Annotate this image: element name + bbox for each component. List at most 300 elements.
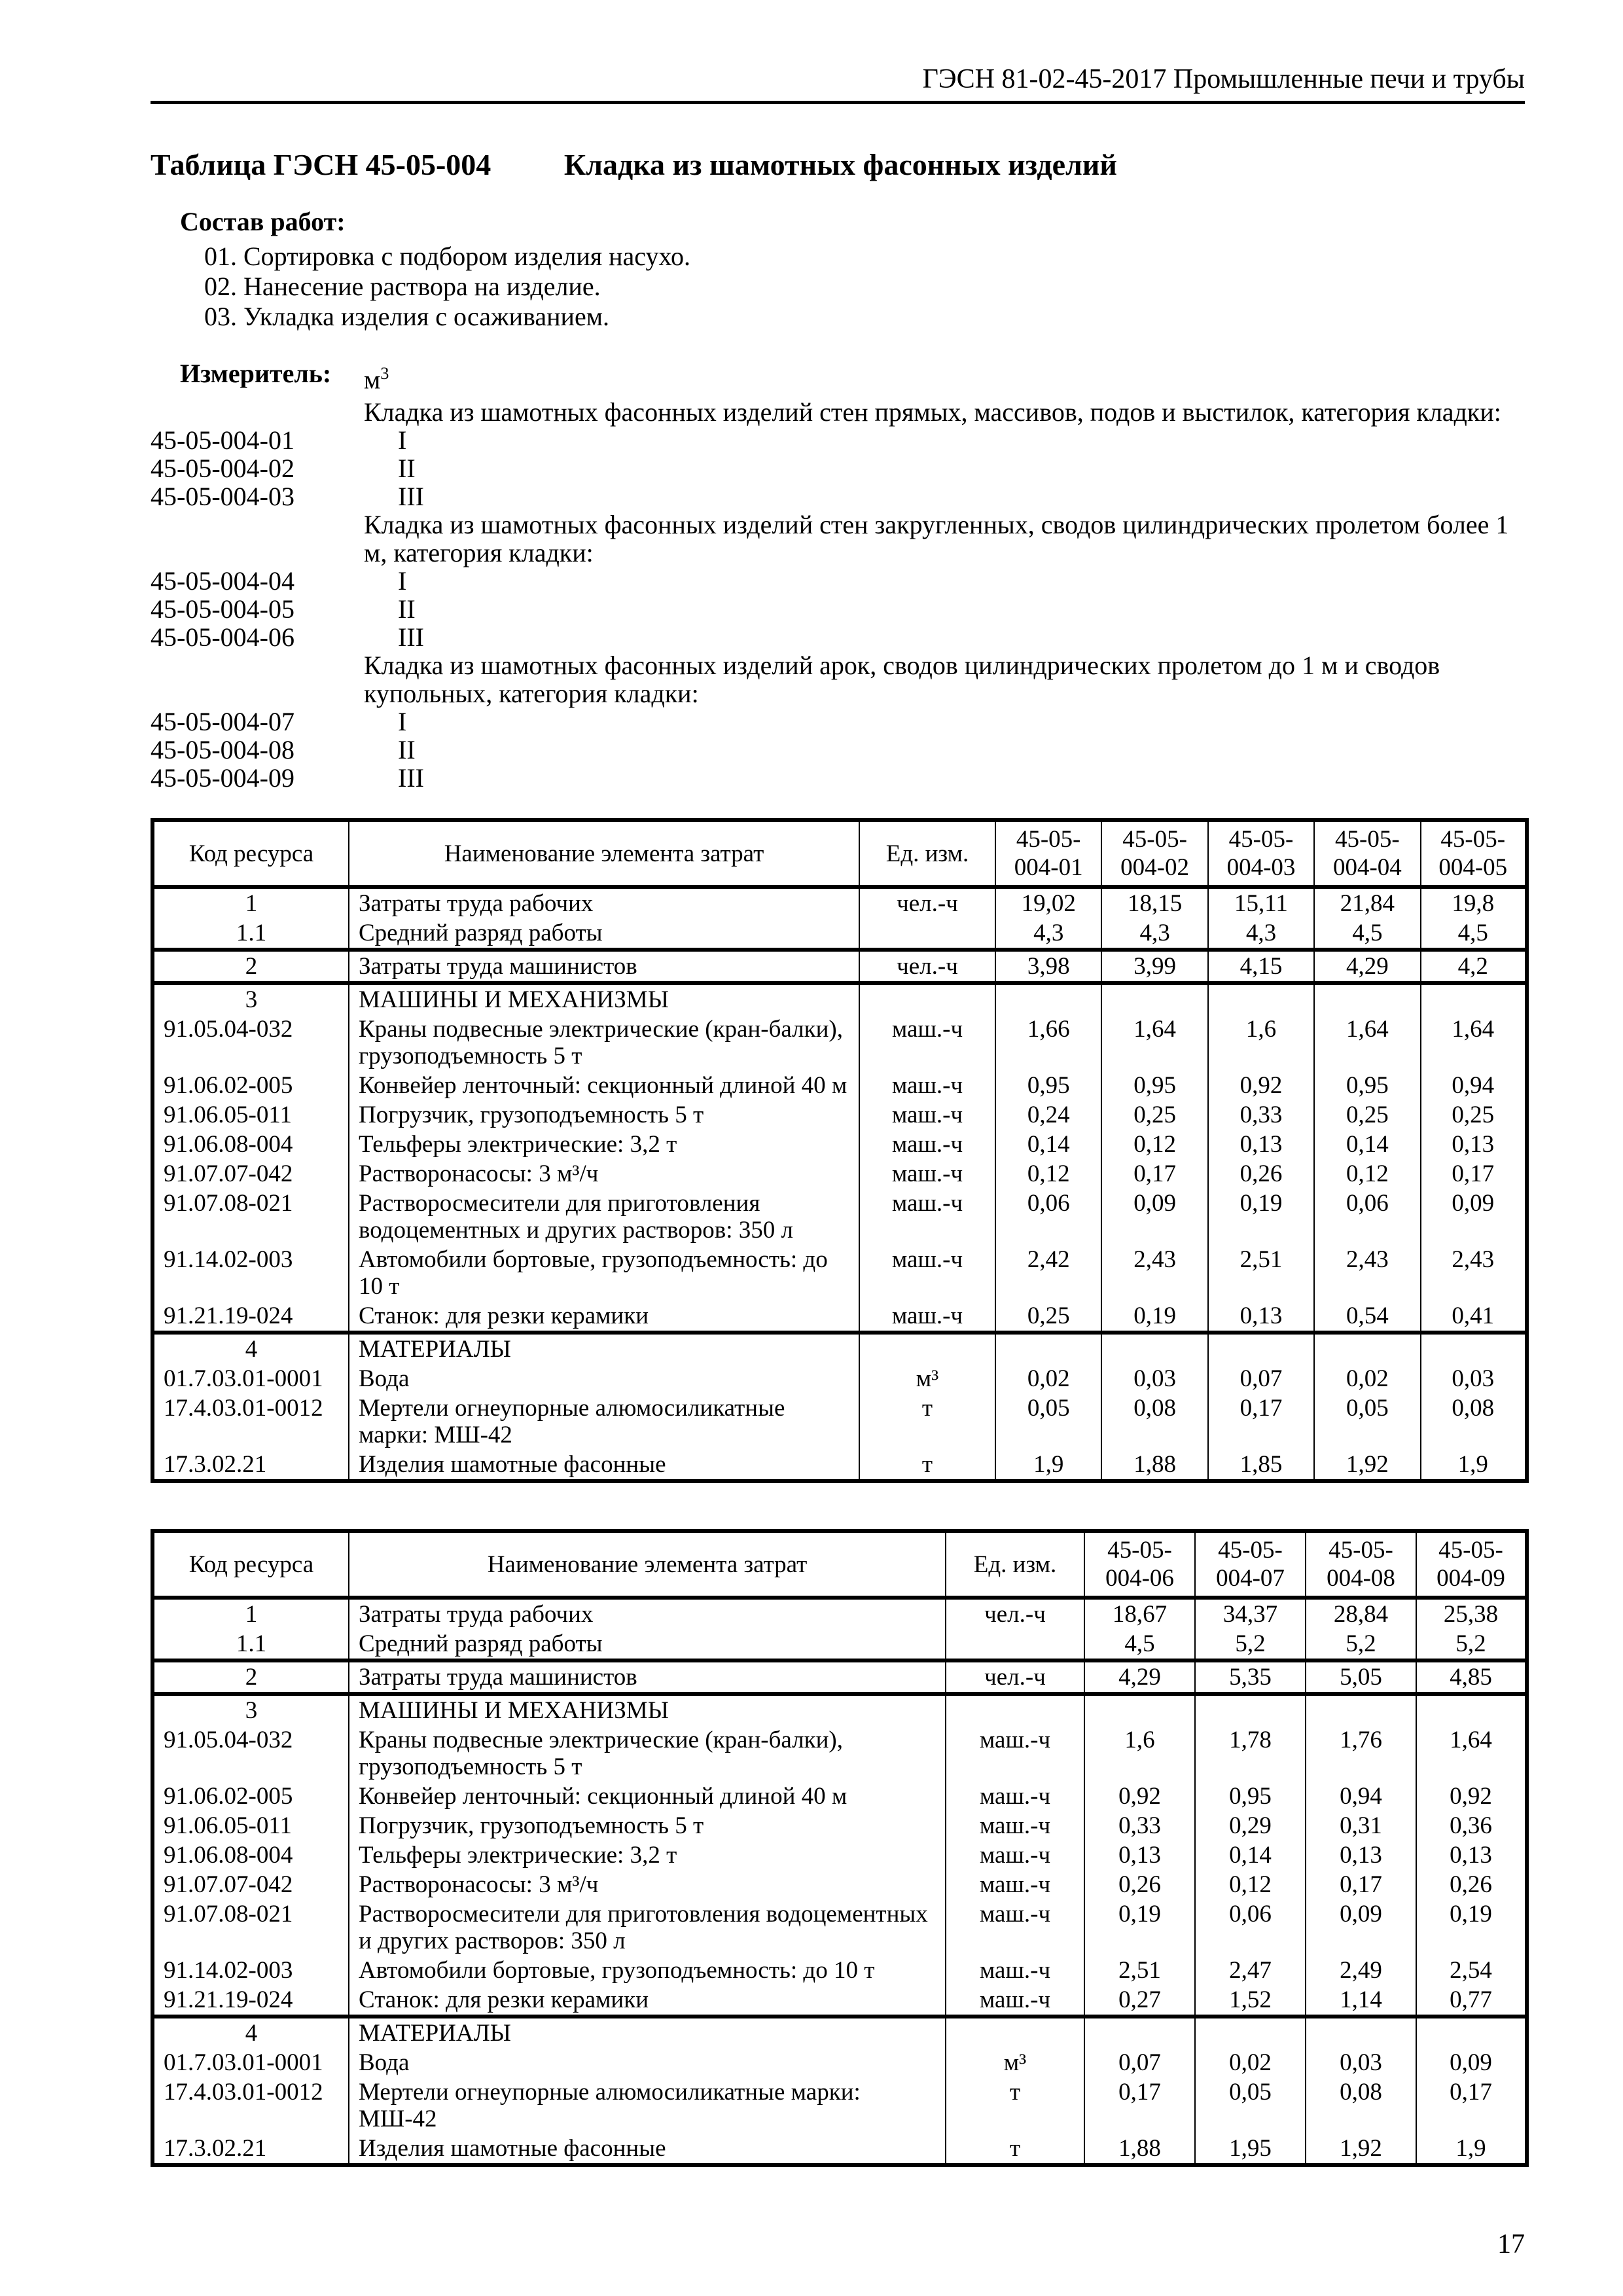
norm-code-line: 004-02 xyxy=(1120,854,1189,882)
cell-unit: маш.-ч xyxy=(946,1840,1084,1870)
cell-value: 0,17 xyxy=(1101,1159,1207,1189)
norm-row xyxy=(151,567,1525,595)
cell-value: 0,17 xyxy=(1421,1159,1527,1189)
table-body xyxy=(152,887,1527,1481)
cell-resource-code: 91.21.19-024 xyxy=(152,1301,349,1333)
cell-unit: маш.-ч xyxy=(859,1159,995,1189)
cell-unit: чел.-ч xyxy=(946,1598,1084,1629)
cell-value xyxy=(995,983,1101,1014)
cell-value xyxy=(1306,1694,1416,1725)
cell-value: 2,43 xyxy=(1101,1245,1207,1301)
table-body xyxy=(152,1598,1527,2165)
table-row xyxy=(152,1364,1527,1393)
cell-value: 19,8 xyxy=(1421,887,1527,918)
cell-value: 1,88 xyxy=(1084,2134,1195,2165)
cell-unit xyxy=(859,1333,995,1364)
norm-code-line: 45-05- xyxy=(1122,826,1187,853)
norm-code-line: 004-06 xyxy=(1105,1565,1174,1592)
cell-resource-code: 91.06.05-011 xyxy=(152,1811,349,1840)
table-header xyxy=(152,1531,1527,1598)
norm-code-line: 004-08 xyxy=(1327,1565,1395,1592)
cell-value: 0,08 xyxy=(1101,1393,1207,1450)
column-header-norm-code xyxy=(1084,1531,1195,1598)
cell-unit: маш.-ч xyxy=(946,1870,1084,1899)
table-row xyxy=(152,1870,1527,1899)
table-row xyxy=(152,1985,1527,2017)
cell-value: 25,38 xyxy=(1416,1598,1527,1629)
column-header-norm-code xyxy=(1416,1531,1527,1598)
cell-resource-code: 91.07.07-042 xyxy=(152,1159,349,1189)
cell-resource-code: 91.07.08-021 xyxy=(152,1899,349,1956)
cell-value: 1,9 xyxy=(995,1450,1101,1481)
cell-value: 0,02 xyxy=(1314,1364,1420,1393)
cell-resource-code: 17.4.03.01-0012 xyxy=(152,1393,349,1450)
cell-value: 0,12 xyxy=(995,1159,1101,1189)
cell-cost-element-name: Затраты труда рабочих xyxy=(349,1598,946,1629)
cell-value: 0,05 xyxy=(1314,1393,1420,1450)
cell-cost-element-name: Растворонасосы: 3 м³/ч xyxy=(349,1159,859,1189)
cell-value: 1,14 xyxy=(1306,1985,1416,2017)
measurer-unit-sup: 3 xyxy=(380,364,389,383)
page-title xyxy=(151,150,1525,180)
cell-value: 0,13 xyxy=(1421,1130,1527,1159)
column-header-unit: Ед. изм. xyxy=(946,1531,1084,1598)
cell-value: 5,05 xyxy=(1306,1660,1416,1694)
works-item: 03. Укладка изделия с осаживанием. xyxy=(204,302,610,331)
cell-value: 0,95 xyxy=(1314,1071,1420,1100)
cell-unit: чел.-ч xyxy=(946,1660,1084,1694)
cell-unit xyxy=(859,918,995,950)
norm-code: 45-05-004-07 xyxy=(151,707,294,737)
cell-cost-element-name: Станок: для резки керамики xyxy=(349,1985,946,2017)
cell-unit xyxy=(946,1629,1084,1660)
norm-code: 45-05-004-09 xyxy=(151,763,294,793)
norm-code-line: 45-05- xyxy=(1107,1537,1172,1564)
cell-value: 15,11 xyxy=(1208,887,1314,918)
column-header-norm-code xyxy=(1208,820,1314,887)
cell-value: 0,26 xyxy=(1416,1870,1527,1899)
cell-resource-code: 3 xyxy=(152,1694,349,1725)
table-number-label: Таблица ГЭСН 45-05-004 xyxy=(151,148,491,181)
norm-code: 45-05-004-03 xyxy=(151,482,294,512)
cell-value: 0,13 xyxy=(1306,1840,1416,1870)
norm-text: III xyxy=(398,763,424,793)
table-row xyxy=(152,918,1527,950)
norm-text: II xyxy=(398,594,416,624)
cell-cost-element-name: МАТЕРИАЛЫ xyxy=(349,2017,946,2048)
cell-cost-element-name: Вода xyxy=(349,2048,946,2077)
table-row xyxy=(152,2017,1527,2048)
cell-cost-element-name: Затраты труда машинистов xyxy=(349,1660,946,1694)
table-header xyxy=(152,820,1527,887)
cell-unit: маш.-ч xyxy=(946,1899,1084,1956)
cell-value: 3,99 xyxy=(1101,950,1207,983)
cell-value: 0,77 xyxy=(1416,1985,1527,2017)
norm-code-line: 004-07 xyxy=(1216,1565,1285,1592)
cell-unit: маш.-ч xyxy=(859,1014,995,1071)
column-header-norm-code xyxy=(1421,820,1527,887)
cell-value: 0,09 xyxy=(1416,2048,1527,2077)
table-row xyxy=(152,1393,1527,1450)
norm-text: III xyxy=(398,622,424,653)
cell-value: 4,5 xyxy=(1421,918,1527,950)
cell-value: 18,15 xyxy=(1101,887,1207,918)
resource-table-2 xyxy=(151,1529,1529,2167)
cell-value xyxy=(1416,2017,1527,2048)
cell-value: 1,85 xyxy=(1208,1450,1314,1481)
works-item: 02. Нанесение раствора на изделие. xyxy=(204,272,601,301)
cell-unit: м³ xyxy=(859,1364,995,1393)
cell-value: 0,17 xyxy=(1208,1393,1314,1450)
cell-value xyxy=(995,1333,1101,1364)
table-row xyxy=(152,1100,1527,1130)
cell-resource-code: 01.7.03.01-0001 xyxy=(152,2048,349,2077)
table-row xyxy=(152,1782,1527,1811)
cell-unit xyxy=(946,2017,1084,2048)
works-item: 01. Сортировка с подбором изделия насухо. xyxy=(204,242,690,271)
cell-value xyxy=(1195,2017,1306,2048)
cell-unit: маш.-ч xyxy=(859,1100,995,1130)
table-row xyxy=(152,1725,1527,1782)
norm-row xyxy=(151,595,1525,623)
table-row xyxy=(152,1189,1527,1245)
cell-value: 1,92 xyxy=(1314,1450,1420,1481)
cell-resource-code: 91.06.05-011 xyxy=(152,1100,349,1130)
cell-value: 0,14 xyxy=(995,1130,1101,1159)
cell-value: 0,08 xyxy=(1306,2077,1416,2134)
norm-code: 45-05-004-02 xyxy=(151,454,294,484)
cell-value: 0,12 xyxy=(1101,1130,1207,1159)
cell-resource-code: 17.3.02.21 xyxy=(152,1450,349,1481)
cell-resource-code: 1.1 xyxy=(152,1629,349,1660)
norm-code-list xyxy=(151,398,1525,792)
cell-cost-element-name: МАШИНЫ И МЕХАНИЗМЫ xyxy=(349,1694,946,1725)
cell-value: 2,43 xyxy=(1314,1245,1420,1301)
cell-value: 0,03 xyxy=(1306,2048,1416,2077)
measurer-unit xyxy=(364,358,389,395)
table-name-label: Кладка из шамотных фасонных изделий xyxy=(563,148,1117,181)
cell-cost-element-name: Тельферы электрические: 3,2 т xyxy=(349,1130,859,1159)
cell-value: 4,2 xyxy=(1421,950,1527,983)
table-row xyxy=(152,1301,1527,1333)
cell-value: 2,43 xyxy=(1421,1245,1527,1301)
cell-value: 0,25 xyxy=(1314,1100,1420,1130)
cell-resource-code: 91.07.07-042 xyxy=(152,1870,349,1899)
norm-row xyxy=(151,454,1525,482)
cell-unit: т xyxy=(859,1450,995,1481)
cell-value: 2,51 xyxy=(1084,1956,1195,1985)
cell-value: 0,94 xyxy=(1306,1782,1416,1811)
column-header-cost-element: Наименование элемента затрат xyxy=(349,1531,946,1598)
cell-resource-code: 3 xyxy=(152,983,349,1014)
cell-value: 0,19 xyxy=(1101,1301,1207,1333)
page-content xyxy=(151,0,1525,2167)
table-row xyxy=(152,983,1527,1014)
cell-resource-code: 91.07.08-021 xyxy=(152,1189,349,1245)
table-row xyxy=(152,1811,1527,1840)
cell-value: 4,29 xyxy=(1084,1660,1195,1694)
cell-value: 5,2 xyxy=(1195,1629,1306,1660)
norm-code-line: 45-05- xyxy=(1329,1537,1393,1564)
cell-value: 0,92 xyxy=(1208,1071,1314,1100)
cell-resource-code: 4 xyxy=(152,1333,349,1364)
cell-unit: т xyxy=(859,1393,995,1450)
column-header-norm-code xyxy=(1195,1531,1306,1598)
norm-row xyxy=(151,651,1525,708)
cell-value: 0,24 xyxy=(995,1100,1101,1130)
table-row xyxy=(152,1245,1527,1301)
norm-code-line: 45-05- xyxy=(1016,826,1081,853)
resource-table-1 xyxy=(151,818,1529,1483)
table-row xyxy=(152,2048,1527,2077)
cell-value: 1,92 xyxy=(1306,2134,1416,2165)
cell-cost-element-name: Растворосмесители для приготовления водоцементных и других растворов: 350 л xyxy=(349,1189,859,1245)
cell-value xyxy=(1084,1694,1195,1725)
cell-value: 2,42 xyxy=(995,1245,1101,1301)
cell-value: 1,88 xyxy=(1101,1450,1207,1481)
cell-unit: маш.-ч xyxy=(946,1725,1084,1782)
cell-unit: маш.-ч xyxy=(946,1782,1084,1811)
cell-value: 0,14 xyxy=(1314,1130,1420,1159)
cell-value: 0,02 xyxy=(995,1364,1101,1393)
cell-value: 0,17 xyxy=(1306,1870,1416,1899)
measurer-row xyxy=(151,358,1525,395)
cell-cost-element-name: Тельферы электрические: 3,2 т xyxy=(349,1840,946,1870)
cell-unit: маш.-ч xyxy=(946,1811,1084,1840)
cell-value: 0,54 xyxy=(1314,1301,1420,1333)
cell-value: 0,31 xyxy=(1306,1811,1416,1840)
cell-value: 0,26 xyxy=(1084,1870,1195,1899)
cell-unit: маш.-ч xyxy=(859,1189,995,1245)
cell-cost-element-name: Затраты труда рабочих xyxy=(349,887,859,918)
cell-resource-code: 91.21.19-024 xyxy=(152,1985,349,2017)
norm-code-line: 004-05 xyxy=(1438,854,1508,882)
table-row xyxy=(152,1598,1527,1629)
cell-value: 0,33 xyxy=(1084,1811,1195,1840)
cell-cost-element-name: Средний разряд работы xyxy=(349,1629,946,1660)
norm-text: II xyxy=(398,454,416,484)
norm-text: Кладка из шамотных фасонных изделий стен закругленных, сводов цилиндрических пролетом более 1 м, категория кладки: xyxy=(364,510,1509,568)
works-items xyxy=(204,242,1525,332)
cell-cost-element-name: Станок: для резки керамики xyxy=(349,1301,859,1333)
cell-value: 1,6 xyxy=(1208,1014,1314,1071)
cell-value: 0,19 xyxy=(1208,1189,1314,1245)
cell-resource-code: 91.06.08-004 xyxy=(152,1840,349,1870)
header-rule xyxy=(151,101,1525,104)
cell-value: 0,07 xyxy=(1208,1364,1314,1393)
works-composition xyxy=(151,206,1525,332)
cell-cost-element-name: Мертели огнеупорные алюмосиликатные марки: МШ-42 xyxy=(349,2077,946,2134)
cell-value: 1,64 xyxy=(1101,1014,1207,1071)
cell-cost-element-name: Изделия шамотные фасонные xyxy=(349,2134,946,2165)
norm-code-line: 004-09 xyxy=(1436,1565,1505,1592)
cell-value: 4,85 xyxy=(1416,1660,1527,1694)
cell-cost-element-name: МАТЕРИАЛЫ xyxy=(349,1333,859,1364)
cell-value: 4,3 xyxy=(1208,918,1314,950)
cell-value xyxy=(1314,983,1420,1014)
cell-value: 4,3 xyxy=(1101,918,1207,950)
norm-code-line: 004-03 xyxy=(1226,854,1296,882)
cell-resource-code: 91.05.04-032 xyxy=(152,1725,349,1782)
norm-code-line: 004-04 xyxy=(1332,854,1402,882)
cell-value: 0,19 xyxy=(1084,1899,1195,1956)
cell-value: 0,08 xyxy=(1421,1393,1527,1450)
cell-value: 2,51 xyxy=(1208,1245,1314,1301)
table-row xyxy=(152,1840,1527,1870)
norm-row xyxy=(151,482,1525,511)
table-header-row xyxy=(152,820,1527,887)
norm-code xyxy=(151,511,364,567)
cell-resource-code: 17.3.02.21 xyxy=(152,2134,349,2165)
norm-code-line: 45-05- xyxy=(1218,1537,1283,1564)
column-header-cost-element: Наименование элемента затрат xyxy=(349,820,859,887)
column-header-norm-code xyxy=(995,820,1101,887)
cell-value: 0,06 xyxy=(1314,1189,1420,1245)
cell-cost-element-name: Краны подвесные электрические (кран-балки), грузоподъемность 5 т xyxy=(349,1014,859,1071)
cell-value xyxy=(1195,1694,1306,1725)
norm-text: I xyxy=(398,566,407,596)
norm-row xyxy=(151,623,1525,651)
cell-value xyxy=(1208,1333,1314,1364)
cell-cost-element-name: Вода xyxy=(349,1364,859,1393)
column-header-norm-code xyxy=(1306,1531,1416,1598)
cell-value xyxy=(1208,983,1314,1014)
cell-resource-code: 1 xyxy=(152,1598,349,1629)
cell-value: 0,07 xyxy=(1084,2048,1195,2077)
cell-value: 0,41 xyxy=(1421,1301,1527,1333)
norm-row xyxy=(151,736,1525,764)
cell-value: 0,95 xyxy=(1195,1782,1306,1811)
norm-row xyxy=(151,398,1525,426)
cell-resource-code: 2 xyxy=(152,1660,349,1694)
cell-value: 0,25 xyxy=(1421,1100,1527,1130)
cell-value: 0,17 xyxy=(1416,2077,1527,2134)
norm-code-line: 45-05- xyxy=(1335,826,1400,853)
cell-value: 0,13 xyxy=(1208,1301,1314,1333)
column-header-norm-code xyxy=(1314,820,1420,887)
cell-unit: м³ xyxy=(946,2048,1084,2077)
table-row xyxy=(152,1450,1527,1481)
cell-unit xyxy=(859,983,995,1014)
cell-unit: т xyxy=(946,2134,1084,2165)
cell-value: 34,37 xyxy=(1195,1598,1306,1629)
column-header-resource-code: Код ресурса xyxy=(152,820,349,887)
table-row xyxy=(152,1071,1527,1100)
cell-unit: чел.-ч xyxy=(859,950,995,983)
cell-unit: маш.-ч xyxy=(859,1130,995,1159)
table-row xyxy=(152,1130,1527,1159)
norm-text: Кладка из шамотных фасонных изделий стен прямых, массивов, подов и выстилок, категория кладки: xyxy=(364,397,1501,427)
cell-resource-code: 91.14.02-003 xyxy=(152,1245,349,1301)
cell-value: 0,25 xyxy=(1101,1100,1207,1130)
norm-text: III xyxy=(398,482,424,512)
cell-value: 0,27 xyxy=(1084,1985,1195,2017)
column-header-unit: Ед. изм. xyxy=(859,820,995,887)
cell-value: 3,98 xyxy=(995,950,1101,983)
cell-value: 0,13 xyxy=(1084,1840,1195,1870)
norm-code xyxy=(151,398,364,426)
norm-code-line: 45-05- xyxy=(1438,1537,1503,1564)
cell-value: 1,78 xyxy=(1195,1725,1306,1782)
cell-value: 0,09 xyxy=(1101,1189,1207,1245)
cell-value: 19,02 xyxy=(995,887,1101,918)
cell-value: 1,64 xyxy=(1421,1014,1527,1071)
cell-value: 4,15 xyxy=(1208,950,1314,983)
cell-value: 2,47 xyxy=(1195,1956,1306,1985)
cell-value: 0,13 xyxy=(1416,1840,1527,1870)
cell-value: 0,95 xyxy=(995,1071,1101,1100)
cell-value xyxy=(1101,983,1207,1014)
cell-value: 2,49 xyxy=(1306,1956,1416,1985)
measurer-label: Измеритель: xyxy=(180,359,332,388)
cell-value: 0,95 xyxy=(1101,1071,1207,1100)
cell-value: 0,94 xyxy=(1421,1071,1527,1100)
cell-value: 1,76 xyxy=(1306,1725,1416,1782)
cell-value: 0,03 xyxy=(1101,1364,1207,1393)
cell-cost-element-name: Автомобили бортовые, грузоподъемность: до 10 т xyxy=(349,1956,946,1985)
cell-resource-code: 17.4.03.01-0012 xyxy=(152,2077,349,2134)
cell-value: 0,92 xyxy=(1084,1782,1195,1811)
cell-value: 0,33 xyxy=(1208,1100,1314,1130)
cell-value: 0,14 xyxy=(1195,1840,1306,1870)
cell-value: 5,2 xyxy=(1416,1629,1527,1660)
cell-value: 4,5 xyxy=(1314,918,1420,950)
table-row xyxy=(152,1159,1527,1189)
cell-value: 5,2 xyxy=(1306,1629,1416,1660)
cell-value: 0,29 xyxy=(1195,1811,1306,1840)
cell-value: 0,25 xyxy=(995,1301,1101,1333)
norm-code-line: 45-05- xyxy=(1228,826,1294,853)
cell-value: 0,09 xyxy=(1421,1189,1527,1245)
norm-text: I xyxy=(398,707,407,737)
measurer-unit-base: м xyxy=(364,365,381,395)
table-row xyxy=(152,1660,1527,1694)
cell-cost-element-name: Конвейер ленточный: секционный длиной 40 м xyxy=(349,1782,946,1811)
norm-code-line: 45-05- xyxy=(1440,826,1506,853)
cell-value: 0,06 xyxy=(1195,1899,1306,1956)
cell-value: 5,35 xyxy=(1195,1660,1306,1694)
table-row xyxy=(152,2134,1527,2165)
cell-unit xyxy=(946,1694,1084,1725)
table-row xyxy=(152,1899,1527,1956)
norm-code: 45-05-004-04 xyxy=(151,566,294,596)
cell-value: 0,12 xyxy=(1314,1159,1420,1189)
cell-value xyxy=(1306,2017,1416,2048)
table-row xyxy=(152,1333,1527,1364)
cell-resource-code: 91.06.02-005 xyxy=(152,1071,349,1100)
norm-row xyxy=(151,426,1525,454)
cell-resource-code: 01.7.03.01-0001 xyxy=(152,1364,349,1393)
cell-value: 1,66 xyxy=(995,1014,1101,1071)
cell-value: 4,5 xyxy=(1084,1629,1195,1660)
cell-resource-code: 1.1 xyxy=(152,918,349,950)
cell-value xyxy=(1421,1333,1527,1364)
cell-value: 0,02 xyxy=(1195,2048,1306,2077)
norm-code: 45-05-004-01 xyxy=(151,425,294,456)
cell-unit: маш.-ч xyxy=(859,1071,995,1100)
cell-resource-code: 91.05.04-032 xyxy=(152,1014,349,1071)
norm-code: 45-05-004-05 xyxy=(151,594,294,624)
norm-text: I xyxy=(398,425,407,456)
cell-value xyxy=(1101,1333,1207,1364)
cell-value: 0,36 xyxy=(1416,1811,1527,1840)
cell-value: 0,92 xyxy=(1416,1782,1527,1811)
table-row xyxy=(152,887,1527,918)
norm-code: 45-05-004-06 xyxy=(151,622,294,653)
cell-value: 0,05 xyxy=(995,1393,1101,1450)
cell-value xyxy=(1416,1694,1527,1725)
cell-cost-element-name: Конвейер ленточный: секционный длиной 40 м xyxy=(349,1071,859,1100)
